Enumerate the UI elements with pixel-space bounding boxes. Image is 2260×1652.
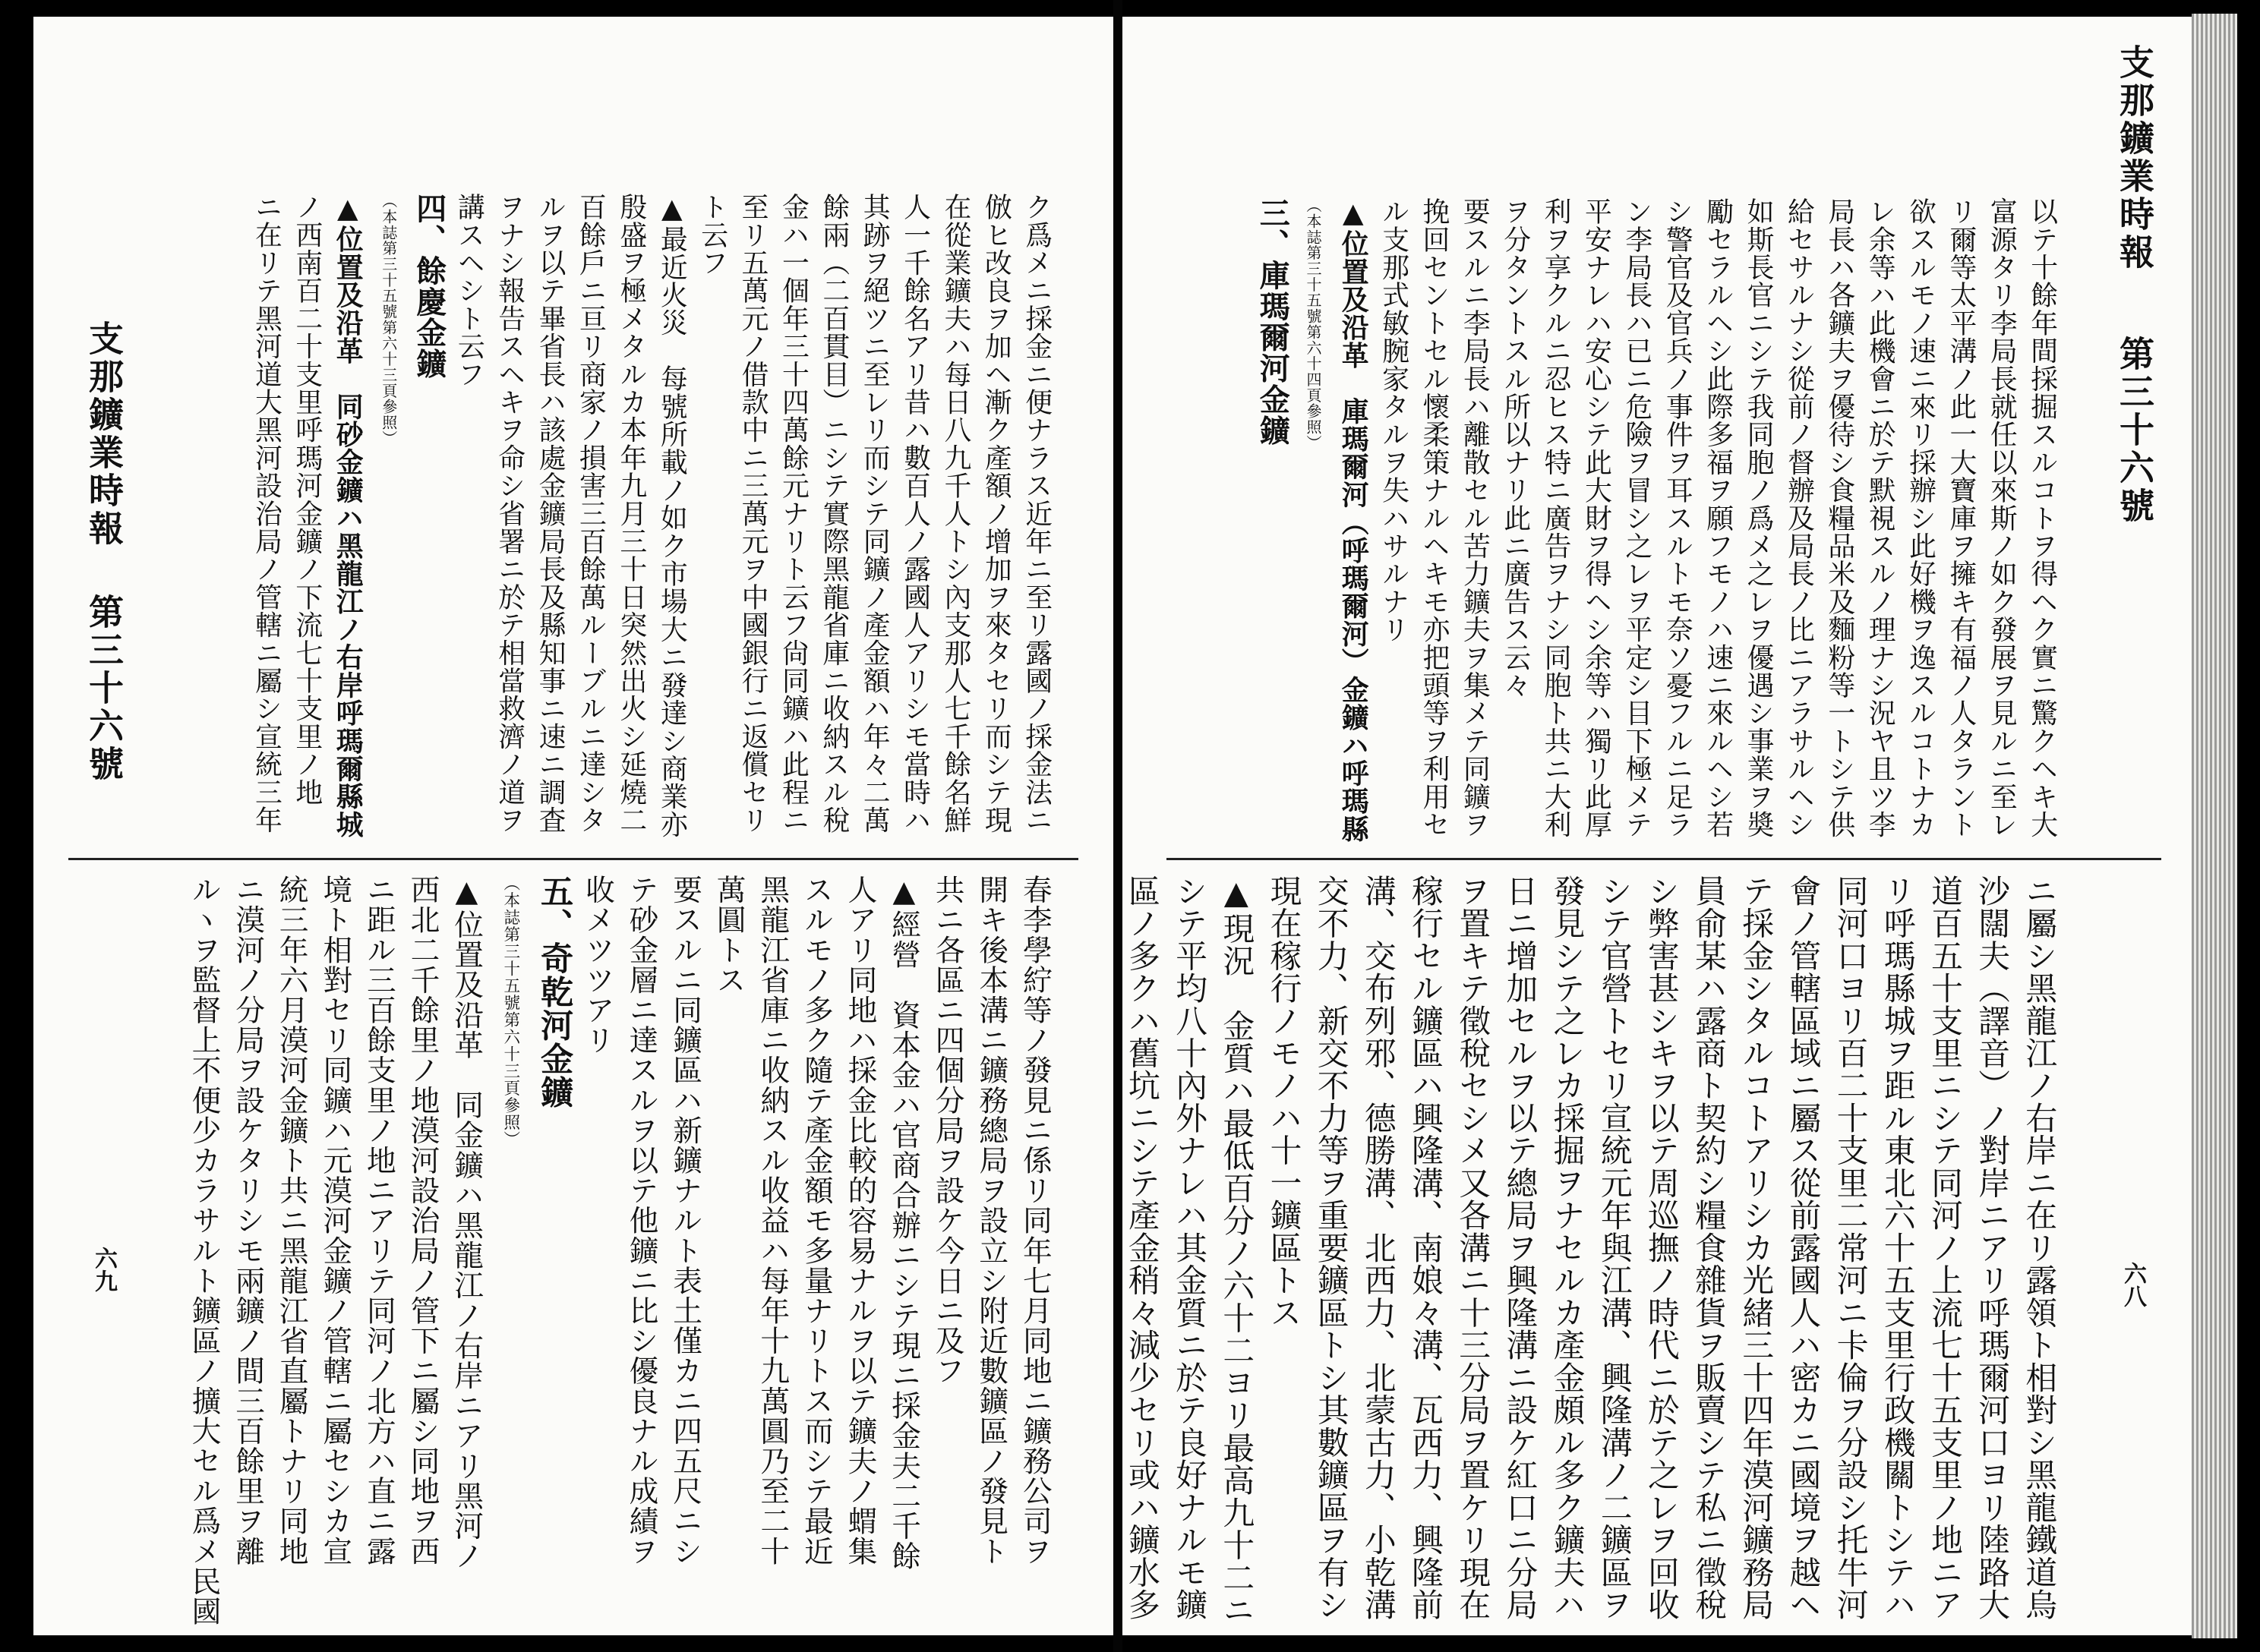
left-lower-line: 萬圓トス xyxy=(712,875,746,995)
right-upper-line: 如斯長官ニシテ我同胞ノ爲メ之レヲ優遇シ事業ヲ奬 xyxy=(1742,197,1775,839)
right-running-head-issue: 第三十六號 xyxy=(2114,336,2155,525)
right-lower-line: 會ノ管轄區域ニ屬ス從前露國人ハ密カニ國境ヲ越ヘ xyxy=(1784,875,1822,1622)
left-lower-text-block xyxy=(182,875,1057,1626)
right-lower-line: 交不力、新交不力等ヲ重要鑛區トシ其數鑛區ヲ有シ xyxy=(1311,875,1349,1622)
left-section-five-line: 統三年六月漠河金鑛ト共ニ黑龍江省直屬トナリ同地 xyxy=(274,875,309,1566)
right-lower-line: シテ平均八十內外ナレハ其金質ニ於テ良好ナルモ鑛 xyxy=(1170,875,1207,1622)
right-lower-line: ニ屬シ黑龍江ノ右岸ニ在リ露領ト相對シ黑龍鐵道烏 xyxy=(2020,875,2058,1622)
left-lower-line: スルモノ多ク隨テ產金額モ多量ナリトス而シテ最近 xyxy=(799,875,834,1566)
left-page-divider-rule xyxy=(68,858,1078,860)
left-lower-line: テ砂金層ニ達スルヲ以テ他鑛ニ比シ優良ナル成績ヲ xyxy=(624,875,659,1566)
right-lower-line: シテ官營トセリ宣統元年與江溝、興隆溝ノ二鑛區ヲ xyxy=(1596,875,1633,1622)
left-upper-line: ▲最近火災 每號所載ノ如ク市場大ニ發達シ商業亦 xyxy=(655,193,688,838)
left-upper-line: 殷盛ヲ極メタルカ本年九月三十日突然出火シ延燒二 xyxy=(615,193,648,834)
left-upper-line: ヲナシ報告スヘキヲ命シ省署ニ於テ相當救濟ノ道ヲ xyxy=(494,193,526,834)
left-upper-line: ク爲メニ採金ニ便ナラス近年ニ至リ露國ノ採金法ニ xyxy=(1021,193,1053,834)
right-upper-line: ン李局長ハ已ニ危險ヲ冒シ之レヲ平定シ目下極メテ xyxy=(1621,197,1653,839)
left-lower-line: 開キ後本溝ニ鑛務總局ヲ設立シ附近數鑛區ノ發見ト xyxy=(974,875,1009,1566)
left-upper-text-block xyxy=(246,193,1057,838)
left-lower-line: 人アリ同地ハ採金比較的容易ナルヲ以テ鑛夫ノ蝟集 xyxy=(843,875,878,1566)
right-lower-line: ヲ置キテ徵稅セシメ又各溝ニ十三分局ヲ置ケリ現在 xyxy=(1454,875,1491,1622)
left-running-head-issue: 第三十六號 xyxy=(84,594,125,783)
left-upper-line: 人一千餘名アリ昔ハ數百人ノ露國人アリシモ當時ハ xyxy=(899,193,932,834)
right-upper-line: 挽回セントセル懷柔策ナルヘキモ亦把頭等ヲ利用セ xyxy=(1418,197,1450,839)
left-lower-line: 收メツツアリ xyxy=(580,875,615,1055)
left-section-four-line: ニ在リテ黑河道大黑河設治局ノ管轄ニ屬シ宣統三年 xyxy=(251,193,282,834)
left-running-head-title: 支那鑛業時報 xyxy=(84,320,125,548)
left-upper-line: ルヲ以テ畢省長ハ該處金鑛局長及縣知事ニ速ニ調査 xyxy=(534,193,567,834)
right-upper-line: 勵セラルヘシ此際多福ヲ願フモノハ速ニ來ルヘシ若 xyxy=(1702,197,1734,839)
right-lower-line: 同河口ヨリ百二十支里二常河ニ卡倫ヲ分設シ托牛河 xyxy=(1831,875,1869,1622)
right-lower-line: 員俞某ハ露商ト契約シ糧食雜貨ヲ販賣シテ私ニ徵稅 xyxy=(1690,875,1727,1622)
right-upper-line: 欲スルモノ速ニ來リ採辦シ此好機ヲ逸スルコトナカ xyxy=(1905,197,1937,839)
right-lower-line: 道百五十支里ニシテ同河ノ上流七十五支里ノ地ニア xyxy=(1926,875,1963,1622)
right-upper-line: ル支那式敏腕家タルヲ失ハサルナリ xyxy=(1378,197,1409,644)
left-lower-line: 春李學紵等ノ發見ニ係リ同年七月同地ニ鑛務公司ヲ xyxy=(1018,875,1053,1566)
left-section-four-line: ノ西南百二十支里呼瑪河金鑛ノ下流七十支里ノ地 xyxy=(291,193,324,806)
left-section-five-line: ルヽヲ監督上不便少カラサルト鑛區ノ擴大セル爲メ民國 xyxy=(187,875,222,1626)
left-section-five-line: ニ漠河ノ分局ヲ設ケタリシモ兩鑛ノ間三百餘里ヲ離 xyxy=(230,875,265,1566)
left-section-five-line: ニ距ル三百餘支里ノ地ニアリテ同河ノ北方ハ直ニ露 xyxy=(361,875,396,1566)
left-upper-line: 在從業鑛夫ハ每日八九千人トシ內支那人七千餘名鮮 xyxy=(939,193,972,834)
right-upper-line: シ警官及官兵ノ事件ヲ耳スルトモ奈ソ憂フルニ足ラ xyxy=(1661,197,1693,839)
left-page-number: 六九 xyxy=(90,1247,117,1292)
left-page xyxy=(33,17,1113,1635)
right-lower-line: テ採金シタルコトアリシカ光緒三十四年漠河鑛務局 xyxy=(1737,875,1775,1622)
right-section-three-ref: （本誌第三十五號第六十四頁參照） xyxy=(1303,197,1322,451)
right-lower-line: 稼行セル鑛區ハ興隆溝、南娘々溝、瓦西力、興隆前 xyxy=(1406,875,1444,1622)
right-running-head-title: 支那鑛業時報 xyxy=(2114,44,2155,272)
left-upper-line: 百餘戶ニ亘リ商家ノ損害三百餘萬ルーブルニ達シタ xyxy=(575,193,607,834)
left-lower-line: 共ニ各區ニ四個分局ヲ設ケ今日ニ及フ xyxy=(930,875,965,1386)
right-page-number: 六八 xyxy=(2120,1262,2146,1307)
right-section-three-heading: 三、庫瑪爾河金鑛 xyxy=(1254,197,1290,446)
right-upper-line: 局長ハ各鑛夫ヲ優待シ食糧品米及麵粉等一トシテ供 xyxy=(1823,197,1856,839)
left-upper-line: 倣ヒ改良ヲ加ヘ漸ク產額ノ增加ヲ來タセリ而シテ現 xyxy=(980,193,1012,834)
right-lower-line: 日ニ增加セルヲ以テ總局ヲ興隆溝ニ設ケ紅口ニ分局 xyxy=(1501,875,1539,1622)
right-lower-line: 現在稼行ノモノハ十一鑛區トス xyxy=(1264,875,1302,1329)
right-lower-line: 發見シテ之レカ採掘ヲナセルカ產金頗ル多ク鑛夫ハ xyxy=(1548,875,1586,1622)
left-upper-line: ト云フ xyxy=(696,193,729,277)
right-upper-line: 利ヲ享クルニ忍ヒス特ニ廣告ヲナシ同胞ト共ニ大利 xyxy=(1539,197,1572,839)
left-upper-line: 金ハ一個年三十四萬餘元ナリト云フ尙同鑛ハ此程ニ xyxy=(778,193,810,834)
left-upper-line: 餘兩（二百貫目）ニシテ實際黑龍省庫ニ收納スル稅 xyxy=(818,193,851,834)
right-upper-line: ヲ分タントスル所以ナリ此ニ廣告ス云々 xyxy=(1499,197,1532,699)
left-section-four-heading: 四、餘慶金鑛 xyxy=(411,193,447,380)
left-upper-line: 至リ五萬元ノ借款中ニ三萬元ヲ中國銀行ニ返償セリ xyxy=(737,193,769,834)
right-lower-line: 溝、交布列邪、德勝溝、北西力、北蒙古力、小乾溝 xyxy=(1359,875,1397,1622)
right-lower-line: リ呼瑪縣城ヲ距ル東北六十五支里行政機關トシテハ xyxy=(1879,875,1916,1622)
left-section-four-line: ▲位置及沿革 同砂金鑛ハ黑龍江ノ右岸呼瑪爾縣城 xyxy=(331,193,364,838)
right-upper-line: 要スルニ李局長ハ離散セル苦力鑛夫ヲ集メテ同鑛ヲ xyxy=(1459,197,1491,839)
right-lower-line: シ弊害甚シキヲ以テ周巡撫ノ時代ニ於テ之レヲ回收 xyxy=(1643,875,1680,1622)
left-section-four-ref: （本誌第三十五號第六十三頁參照） xyxy=(379,193,397,446)
right-upper-line: レ余等ハ此機會ニ於テ默視スルノ理ナシ況ヤ且ツ李 xyxy=(1864,197,1896,839)
page-stack-edge xyxy=(2192,14,2237,1638)
left-upper-line: 講スヘシト云フ xyxy=(453,193,485,388)
left-lower-line: 黑龍江省庫ニ收納スル收益ハ每年十九萬圓乃至二十 xyxy=(756,875,791,1566)
right-page-divider-rule xyxy=(1166,858,2161,860)
right-lower-line: 沙闊夫（譯音）ノ對岸ニアリ呼瑪爾河口ヨリ陸路大 xyxy=(1973,875,2011,1622)
right-page xyxy=(1122,17,2192,1635)
left-section-five-line: 西北二千餘里ノ地漠河設治局ノ管下ニ屬シ同地ヲ西 xyxy=(406,875,440,1566)
left-section-five-heading: 五、奇乾河金鑛 xyxy=(535,875,573,1109)
left-section-five-line: ▲位置及沿革 同金鑛ハ黑龍江ノ右岸ニアリ黑河ノ xyxy=(449,875,484,1572)
right-upper-line: リ爾等太平溝ノ此一大寶庫ヲ擁キ有福ノ人タラント xyxy=(1945,197,1978,839)
right-lower-line: 區ノ多クハ舊坑ニシテ產金稍々減少セリ或ハ鑛水多 xyxy=(1123,875,1160,1622)
left-section-five-line: 境ト相對セリ同鑛ハ元漠河金鑛ノ管轄ニ屬セシカ宣 xyxy=(318,875,353,1566)
right-upper-line: 給セサルナシ從前ノ督辦及局長ノ比ニアラサルヘシ xyxy=(1783,197,1815,839)
left-section-five-ref: （本誌第三十五號第六十三頁參照） xyxy=(500,875,520,1148)
left-lower-line: ▲經營 資本金ハ官商合辦ニシテ現ニ採金夫二千餘 xyxy=(886,875,921,1572)
right-lower-line: ▲現況 金質ハ最低百分ノ六十二ヨリ最高九十二ニ xyxy=(1217,875,1255,1626)
right-lower-text-block xyxy=(1122,875,2063,1626)
book-spine xyxy=(1113,0,1122,1652)
left-lower-line: 要スルニ同鑛區ハ新鑛ナルト表土僅カニ四五尺ニシ xyxy=(668,875,702,1566)
right-upper-text-block xyxy=(1252,197,2063,843)
right-section-three-first-line: ▲位置及沿革 庫瑪爾河（呼瑪爾河）金鑛ハ呼瑪縣 xyxy=(1337,197,1369,843)
right-upper-line: 富源タリ李局長就任以來斯ノ如ク發展ヲ見ルニ至レ xyxy=(1986,197,2018,839)
right-upper-line: 平安ナレハ安心シテ此大財ヲ得ヘシ余等ハ獨リ此厚 xyxy=(1580,197,1612,839)
left-upper-line: 其跡ヲ絕ツニ至レリ而シテ同鑛ノ產金額ハ年々二萬 xyxy=(858,193,891,834)
right-upper-line: 以テ十餘年間採掘スルコトヲ得ヘク實ニ驚クヘキ大 xyxy=(2026,197,2059,839)
